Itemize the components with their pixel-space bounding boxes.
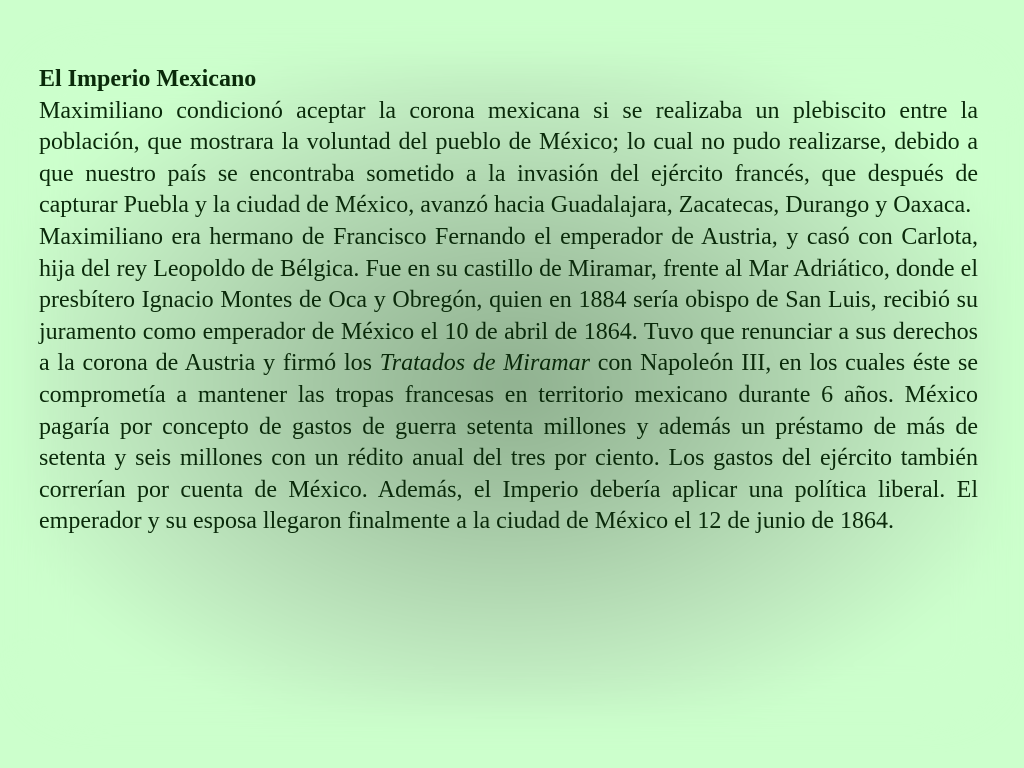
paragraph-1: Maximiliano condicionó aceptar la corona mexicana si se realizaba un plebiscito entre la población, que mostrara la voluntad del pueblo de México; lo cual no pudo realizarse, debido a que nuestro país se encontraba sometido a la invasión del ejército francés, que después de capturar Puebla y la ciudad de México, avanzó hacia Guadalajara, Zacatecas, Durango y Oaxaca.: [39, 97, 978, 219]
text-block: [39, 64, 978, 538]
paragraph-2: [39, 222, 978, 538]
paragraph-2-italic-title: Tratados de Miramar: [379, 350, 590, 377]
paragraph-2-part-2: con Napoleón III, en los cuales éste se comprometía a mantener las tropas francesas en territorio mexicano durante 6 años. México pagaría por concepto de gastos de guerra setenta millones y además un préstamo de más de setenta y seis millones con un rédito anual del tres por ciento. Los gastos del ejército también correrían por cuenta de México. Además, el Imperio debería aplicar una política liberal. El emperador y su esposa llegaron finalmente a la ciudad de México el 12 de junio de 1864.: [39, 350, 978, 535]
page-title: El Imperio Mexicano: [39, 66, 257, 92]
paragraph-2-part-1: Maximiliano era hermano de Francisco Fernando el emperador de Austria, y casó con Carlota, hija del rey Leopoldo de Bélgica. Fue en su castillo de Miramar, frente al Mar Adriático, donde el presbítero Ignacio Montes de Oca y Obregón, quien en 1884 sería obispo de San Luis, recibió su juramento como emperador de México el 10 de abril de 1864. Tuvo que renunciar a sus derechos a la corona de Austria y firmó los: [39, 223, 978, 377]
